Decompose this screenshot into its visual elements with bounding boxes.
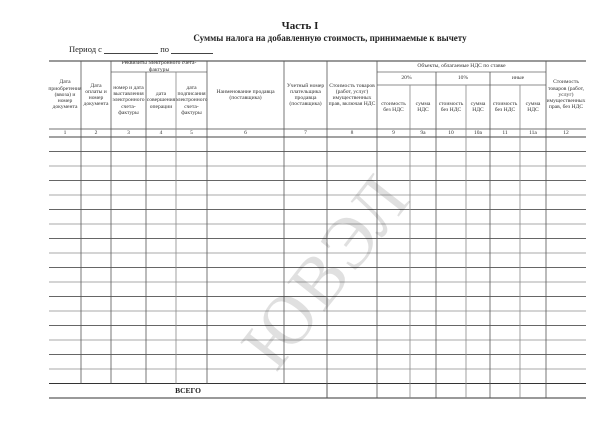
col-number-11а: 11а	[529, 129, 537, 136]
watermark: ЮВЭЛ	[225, 159, 426, 384]
total-row-label: ВСЕГО	[175, 385, 201, 395]
col-header-10а: сумма НДС	[470, 100, 486, 113]
col-number-11: 11	[502, 129, 508, 136]
period-from-label: Период с	[69, 44, 102, 54]
rate-header-10: 10%	[457, 75, 469, 82]
col-number-8: 8	[350, 129, 354, 136]
col-header-10: стоимость без НДС	[438, 100, 464, 113]
col-number-1: 1	[63, 129, 67, 136]
col-number-5: 5	[190, 129, 193, 136]
col-header-9а: сумма НДС	[415, 100, 431, 113]
col-header-5: дата подписания электронного счета-фактуры	[175, 84, 208, 116]
col-header-12: Стоимость товаров (работ, услуг) имущественных прав, без НДС	[546, 79, 586, 111]
col-number-6: 6	[244, 129, 247, 136]
col-header-9: стоимость без НДС	[381, 100, 406, 113]
col-number-2: 2	[94, 129, 98, 136]
col-header-3: номер и дата выставления электронного счета-фактуры	[112, 84, 145, 116]
col-header-4: дата совершения операции	[146, 91, 176, 110]
col-header-1: Дата приобретения (ввоза) и номер документа	[48, 79, 82, 111]
col-header-2: Дата оплаты и номер документа	[83, 82, 109, 108]
col-number-4: 4	[159, 129, 163, 136]
col-number-3: 3	[127, 129, 130, 136]
invoice-group-header: Реквизиты электронного счета-фактуры	[121, 60, 197, 73]
objects-group-header: Объекты, облагаемые НДС по ставке	[417, 63, 506, 70]
col-number-9а: 9а	[420, 129, 426, 136]
document-subtitle: Суммы налога на добавленную стоимость, принимаемые к вычету	[193, 33, 467, 43]
col-number-10: 10	[448, 129, 454, 136]
period-to-label: по	[160, 44, 169, 54]
col-header-8: Стоимость товаров (работ, услуг) имущественных прав, включая НДС	[328, 82, 376, 108]
rate-header-other: иные	[511, 75, 525, 82]
col-header-7: Учетный номер плательщика продавца (поставщика)	[286, 82, 325, 108]
col-number-9: 9	[392, 129, 395, 136]
col-header-11: стоимость без НДС	[492, 100, 518, 113]
col-number-10а: 10а	[474, 129, 482, 136]
col-header-6: Наименование продавца (поставщика)	[216, 88, 275, 101]
document-title: Часть I	[281, 20, 319, 32]
rate-header-20: 20%	[401, 75, 412, 82]
col-number-7: 7	[304, 129, 307, 136]
col-number-12: 12	[563, 129, 569, 136]
col-header-11а: сумма НДС	[525, 100, 541, 113]
